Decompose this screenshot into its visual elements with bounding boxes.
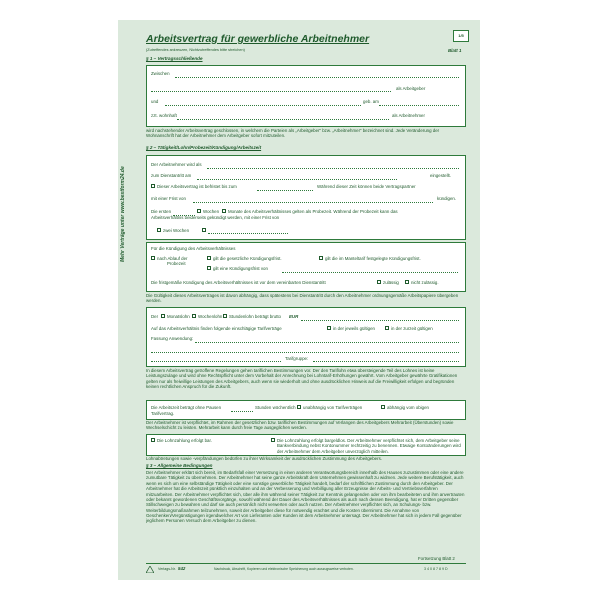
publisher-logo-icon: 1/5: [453, 30, 469, 42]
label-tarifvertrag: Tarifvertrag.: [151, 411, 175, 416]
hours-field[interactable]: [231, 411, 253, 412]
termination-allowed-checkbox[interactable]: [377, 280, 381, 284]
start-date-field[interactable]: [197, 179, 397, 180]
independent-tariff-checkbox[interactable]: [297, 405, 301, 409]
tariff-name-field[interactable]: [195, 342, 459, 343]
fixed-term-date-field[interactable]: [257, 190, 313, 191]
cash-payment-checkbox[interactable]: [151, 438, 155, 442]
wage-box: [146, 307, 466, 367]
label-nach-ablauf: nach Ablauf der: [157, 256, 188, 261]
birthdate-field[interactable]: [379, 105, 459, 106]
wage-amount-field[interactable]: [301, 320, 459, 321]
continuation-label: Fortsetzung Blatt 2: [418, 556, 455, 561]
label-befristet: Dieser Arbeitsvertrag ist befristet bis zum: [157, 184, 237, 189]
hourly-wage-checkbox[interactable]: [223, 314, 227, 318]
label-kuendigung-head: Für die Kündigung des Arbeitsverhältnisses: [151, 246, 236, 251]
label-kuendigen: kündigen.: [437, 196, 457, 201]
custom-notice-field[interactable]: [282, 272, 458, 273]
section-1-heading: § 1 – Vertragsschließende: [146, 56, 203, 61]
label-arbeitnehmer-wird-als: Der Arbeitnehmer wird als: [151, 162, 202, 167]
label-wochen: Wochen: [203, 209, 220, 214]
copyright-notice: Nachdruck, Abschrift, Kopieren und elektronische Speicherung auch auszugsweise verboten.: [214, 567, 354, 571]
label-gesetzliche-frist: gilt die gesetzliche Kündigungsfrist.: [213, 256, 282, 261]
assignment-note: Lohnabtretungen sowie -verpfändungen bedürfen zu ihrer Wirksamkeit der ausdrücklichen Zustimmung des Arbeitgebers.: [146, 456, 383, 461]
statutory-notice-checkbox[interactable]: [207, 256, 211, 260]
label-abhaengig: abhängig vom obigen: [387, 405, 429, 410]
label-beiderseits: Arbeitsverhältnis beiderseits gekündigt werden, mit einer Frist von: [151, 215, 280, 220]
label-stundenlohn: Stundenlohn beträgt brutto: [229, 314, 281, 319]
label-zzt-wohnhaft: zzt. wohnhaft: [151, 113, 177, 118]
custom-notice-checkbox[interactable]: [207, 266, 211, 270]
tariff-extra-field-2[interactable]: [151, 361, 281, 362]
overtime-note: Der Arbeitnehmer ist verpflichtet, im Rahmen der gesetzlichen bzw. tariflichen Bestimmungen auf Verlangen des Arbeitgebers Mehrarbeit (Überstunden) sowie Wechselschicht zu leisten. Mehrarbeit kann durch freie Tage ausgeglichen werden.: [146, 420, 454, 431]
label-nicht-zulaessig: nicht zulässig.: [411, 280, 439, 285]
label-jeweils-gueltigen: in der jeweils gültigen: [333, 326, 375, 331]
sheet-label: Blatt 1: [448, 48, 462, 53]
label-monatslohn: Monatslohn: [167, 314, 190, 319]
after-probation-checkbox[interactable]: [151, 256, 155, 260]
label-geb-am: geb. am: [363, 99, 379, 104]
parties-box: [146, 65, 466, 127]
other-period-checkbox[interactable]: [202, 228, 206, 232]
employer-name-field[interactable]: [175, 77, 459, 78]
wage-note: In diesem Arbeitsvertrag getroffene Regelungen gehen tariflichen Bestimmungen vor. Der den Tariflohn etwa übersteigende Teil des Lohnes ist keine Leistungszulage und wird ohne Rechtspflicht unter dem Vorbehalt der Anrechnung bei Lohntarif-Erhöhungen gewährt. Vom Arbeitgeber gewährte Gratifikationen gelten nur als freiwillige Leistungen des Arbeitgebers, auch wenn sie wiederholt und ohne ausdrücklichen Hinweis auf die Freiwilligkeit erfolgen und begründen keinen rechtlichen Anspruch für die Zukunft.: [146, 368, 458, 390]
section-2-heading: § 2 – Tätigkeit/Lohn/Probezeit/Kündigung/Arbeitszeit: [146, 145, 262, 150]
label-die-ersten: Die ersten: [151, 209, 172, 214]
label-zurzeit-gueltigen: in der zurzeit gültigen: [391, 326, 433, 331]
label-stunden-woechentlich: Stunden wöchentlich: [255, 405, 296, 410]
form-code: 3 4 0 8 7 8 9 D: [424, 567, 448, 571]
termination-box: [146, 242, 466, 292]
other-period-field[interactable]: [208, 233, 288, 234]
form-title: Arbeitsvertrag für gewerbliche Arbeitnehmer: [146, 33, 370, 45]
label-als-arbeitnehmer: als Arbeitnehmer: [392, 113, 425, 118]
publisher-label: Verlags-Nr.: [158, 567, 176, 571]
footer-rule: [146, 563, 466, 564]
termination-not-allowed-checkbox[interactable]: [405, 280, 409, 284]
label-probezeit-2: Probezeit: [167, 261, 186, 266]
activity-box: [146, 155, 466, 240]
publisher-emblem-icon: [146, 566, 154, 573]
label-waehrend-dieser-zeit: Während dieser Zeit können beide Vertragspartner: [317, 184, 416, 189]
label-manteltarif-frist: gilt die im Manteltarif festgelegte Kündigungsfrist.: [325, 256, 421, 261]
tariff-extra-field[interactable]: [151, 352, 459, 353]
label-unabhaengig: unabhängig von Tarifverträgen: [303, 405, 363, 410]
label-zwischen: Zwischen: [151, 71, 170, 76]
form-subtitle: (Zutreffendes ankreuzen, Nichtzutreffendes bitte streichen): [146, 48, 245, 52]
tariff-notice-checkbox[interactable]: [319, 256, 323, 260]
label-zulaessig: zulässig: [383, 280, 399, 285]
section-3-heading: § 3 – Allgemeine Bedingungen: [146, 463, 213, 468]
two-weeks-checkbox[interactable]: [157, 228, 161, 232]
employee-name-field[interactable]: [165, 105, 361, 106]
transfer-payment-checkbox[interactable]: [271, 438, 275, 442]
payment-box: [146, 434, 466, 456]
present-version-checkbox[interactable]: [385, 326, 389, 330]
label-und: und: [151, 99, 159, 104]
employee-address-field[interactable]: [177, 119, 389, 120]
label-wochenlohn: Wochenlohn: [198, 314, 223, 319]
work-papers-note: Die Gültigkeit dieses Arbeitsvertrages ist davon abhängig, dass spätestens bei Dienstantritt durch den Arbeitnehmer ordnungsgemäße Arbeitspapiere übergeben werden.: [146, 293, 459, 304]
label-bar: Die Lohnzahlung erfolgt bar.: [157, 438, 212, 443]
notice-period-field[interactable]: [193, 202, 433, 203]
general-conditions-text: Der Arbeitnehmer erklärt sich bereit, im Bedarfsfall einer Versetzung in einen anderen Verantwortungsbereich innerhalb des Hauses zuzustimmen oder eine andere zumutbare Tätigkeit zu übernehmen. Der Arbeitnehmer hat seine ganze Arbeitskraft dem Unternehmen gewissenhaft zu widmen. Jede weitere Berufstätigkeit, auch wenn es sich um eine selbständige Tätigkeit oder eine sonstige gewerbliche Tätigkeit handelt, bedarf der schriftlichen Zustimmung durch den Arbeitgeber. Der Arbeitnehmer hat die Arbeitszeit pünktlich einzuhalten und an der Verbesserung und Verbilligung aller Erzeugnisse der Arbeits- und Vertriebsverfahren mitzuarbeiten. Der Arbeitnehmer verpflichtet sich, über alle ihm während seiner Tätigkeit zur Kenntnis gelangenden oder von ihm bearbeiteten und ihm anvertrauten oder bekannt gewordenen Geschäftsvorgänge, sowohl während der Dauer des Arbeitsverhältnisses als auch nach dessen Beendigung, hat er Dritten gegenüber Stillschweigen zu bewahren und darf sie auch persönlich nicht verwerten oder auch nutzen. Der Arbeitnehmer verpflichtet sich, an Schulungs- bzw. Weiterbildungsmaßnahmen teilzunehmen, soweit der Arbeitgeber diese für notwendig erachtet und die Kosten übernimmt. Die Annahme von Geschenken/Vergünstigungen irgendwelcher Art von Lieferanten oder Kunden ist dem Arbeitnehmer untersagt. Der Arbeitnehmer hat sich in jedem Fall gegenüber jeglichem Personen Versuch dem Arbeitgeber zu dienen.: [146, 470, 465, 524]
probation-months-checkbox[interactable]: [222, 209, 226, 213]
label-bargeldlos: Die Lohnzahlung erfolgt bargeldlos. Der Arbeitnehmer verpflichtet sich, dem Arbeitgeber seine Bankverbindung nebst Kontonummer rechtzeitig zu benennen. Etwaige Kontoänderungen wird der Arbeitnehmer dem Arbeitgeber unverzüglich mitteilen.: [277, 438, 461, 454]
label-tarifvertraege: Auf das Arbeitsverhältnis finden folgende einschlägige Tarifverträge: [151, 326, 282, 331]
label-der: Der: [151, 314, 159, 319]
label-eur: EUR: [289, 314, 299, 319]
label-fassung: Fassung Anwendung:: [151, 336, 194, 341]
current-version-checkbox[interactable]: [327, 326, 331, 330]
label-kuendigungsfrist-von: gilt eine Kündigungsfrist von: [213, 266, 268, 271]
tariff-group-field[interactable]: [313, 361, 459, 362]
monthly-wage-checkbox[interactable]: [161, 314, 165, 318]
label-fristgemaess: Die fristgemäße Kündigung des Arbeitsverhältnisses ist vor dem vereinbarten Dienstantritt: [151, 280, 326, 285]
label-probezeit: Monate des Arbeitsverhältnisses gelten als Probezeit. Während der Probezeit kann das: [228, 209, 398, 214]
label-mit-einer-frist: mit einer Frist von: [151, 196, 186, 201]
section-1-note: wird nachstehender Arbeitsvertrag geschlossen, in welchem die Parteien als „Arbeitgeber“ bzw. „Arbeitnehmer“ bezeichnet sind. Jede Veränderung der Wohnanschrift hat der Arbeitnehmer dem Arbeitgeber sofort mitzuteilen.: [146, 128, 440, 139]
side-advert-text: Mehr Verträge unter www.bestform24.de: [120, 166, 126, 262]
job-title-field[interactable]: [207, 168, 459, 169]
employer-address-field[interactable]: [151, 91, 391, 92]
label-tarifgruppe: Tarifgruppe:: [285, 356, 309, 361]
working-hours-box: [146, 400, 466, 420]
fixed-term-checkbox[interactable]: [151, 184, 155, 188]
label-eingestellt: eingestellt.: [430, 173, 451, 178]
label-arbeitszeit: Die Arbeitszeit beträgt ohne Pausen: [151, 405, 222, 410]
probation-weeks-checkbox[interactable]: [197, 209, 201, 213]
weekly-wage-checkbox[interactable]: [192, 314, 196, 318]
dependent-tariff-checkbox[interactable]: [381, 405, 385, 409]
label-als-arbeitgeber: als Arbeitgeber: [396, 86, 426, 91]
publisher-number: 542: [178, 566, 186, 571]
label-zwei-wochen: zwei Wochen: [163, 228, 190, 233]
contract-form: [118, 20, 480, 580]
label-dienstantritt: zum Dienstantritt am: [151, 173, 192, 178]
